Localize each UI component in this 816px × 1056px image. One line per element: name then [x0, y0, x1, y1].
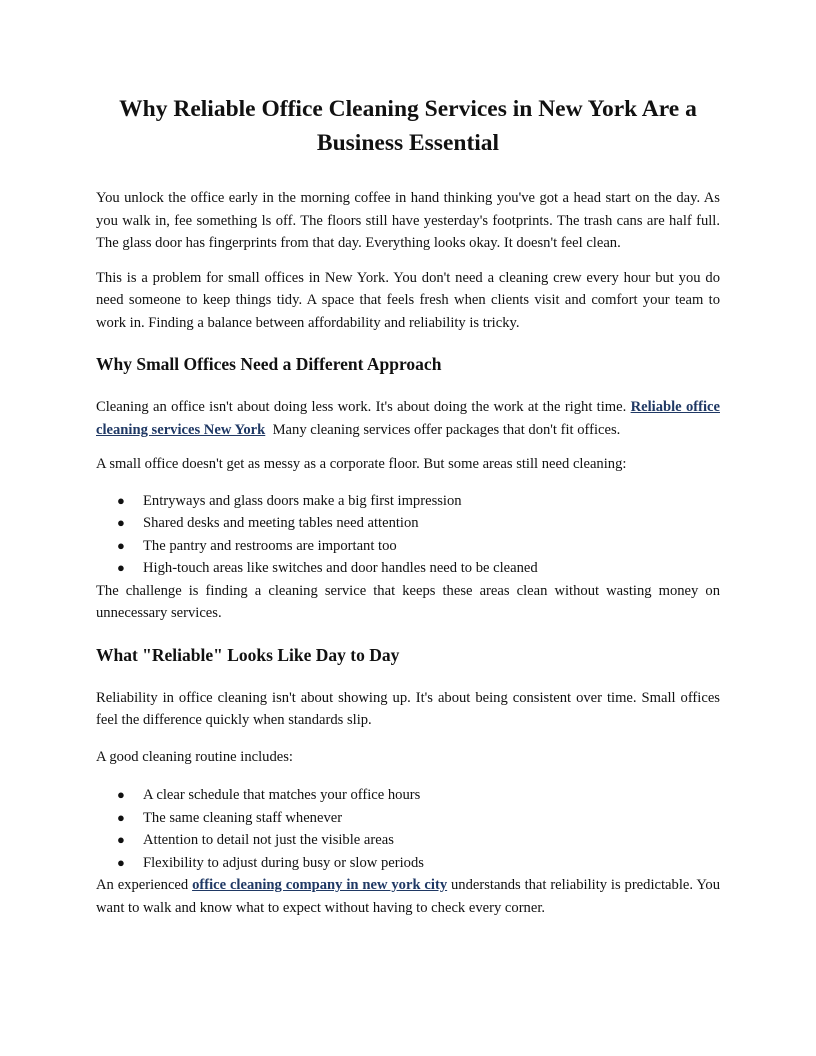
bullet-icon: ●: [117, 560, 125, 575]
bullet-icon: ●: [117, 492, 125, 508]
list-item: [96, 557, 720, 580]
office-cleaning-company-link[interactable]: office cleaning company in new york city: [192, 877, 448, 893]
section-heading-reliable: What "Reliable" Looks Like Day to Day: [96, 644, 400, 665]
list-item-text: The pantry and restrooms are important too: [143, 537, 397, 554]
list-item-text: A clear schedule that matches your office hours: [143, 787, 421, 803]
list-item-text: Attention to detail not just the visible areas: [143, 832, 394, 848]
list-item: [96, 490, 720, 513]
section2-bullet-list: [96, 784, 720, 874]
section2-paragraph-1: Reliability in office cleaning isn't about showing up. It's about being consistent over time. Small offices feel the difference quickly when standards slip.: [96, 689, 720, 728]
document-title: Why Reliable Office Cleaning Services in New York Are a Business Essential: [119, 96, 697, 156]
section1-paragraph-1: [96, 396, 720, 441]
section1-paragraph-3: The challenge is finding a cleaning service that keeps these areas clean without wasting money on unnecessary services.: [96, 582, 720, 621]
section2-paragraph-3-text-before: An experienced: [96, 877, 193, 893]
list-item: [96, 784, 720, 807]
list-item: [96, 535, 720, 558]
intro-paragraph-2: This is a problem for small offices in New York. You don't need a cleaning crew every hour but you do need someone to keep things tidy. A space that feels fresh when clients visit and comfort your team to work in. Finding a balance between affordability and reliability is tricky.: [96, 269, 720, 331]
section1-paragraph-2: A small office doesn't get as messy as a corporate floor. But some areas still need cleaning:: [96, 456, 627, 472]
section-heading-small-offices: Why Small Offices Need a Different Approach: [96, 354, 442, 374]
bullet-icon: ●: [117, 832, 125, 847]
section2-paragraph-2: A good cleaning routine includes:: [96, 748, 293, 765]
list-item-text: High-touch areas like switches and door handles need to be cleaned: [143, 560, 538, 576]
bullet-icon: ●: [117, 854, 125, 870]
section2-paragraph-3-text-after: understands that reliability is predictable. You want to walk and know what to expect without having to check every corner.: [96, 877, 720, 916]
section2-paragraph-3: [96, 874, 720, 919]
bullet-icon: ●: [117, 515, 125, 530]
section1-paragraph-1-text-after: Many cleaning services offer packages that don't fit offices.: [265, 421, 621, 438]
intro-paragraph-1: You unlock the office early in the morning coffee in hand thinking you've got a head start on the day. As you walk in, fee something ls off. The floors still have yesterday's footprints. The trash cans are half full. The glass door has fingerprints from that day. Everything looks okay. It doesn't feel clean.: [96, 190, 720, 251]
bullet-icon: ●: [117, 787, 125, 802]
section1-paragraph-1-text-before: Cleaning an office isn't about doing less work. It's about doing the work at the right time.: [96, 399, 631, 415]
list-item-text: Shared desks and meeting tables need attention: [143, 515, 419, 531]
section1-bullet-list: [96, 490, 720, 580]
list-item: [96, 829, 720, 852]
list-item: [96, 512, 720, 535]
list-item-text: The same cleaning staff whenever: [143, 809, 343, 826]
document-page: [96, 92, 720, 931]
list-item-text: Flexibility to adjust during busy or slow periods: [143, 854, 424, 871]
bullet-icon: ●: [117, 809, 125, 825]
list-item-text: Entryways and glass doors make a big first impression: [143, 492, 462, 509]
list-item: [96, 807, 720, 830]
bullet-icon: ●: [117, 537, 125, 553]
list-item: [96, 852, 720, 875]
reliable-office-cleaning-link[interactable]: Reliable office cleaning services New York: [96, 399, 720, 438]
